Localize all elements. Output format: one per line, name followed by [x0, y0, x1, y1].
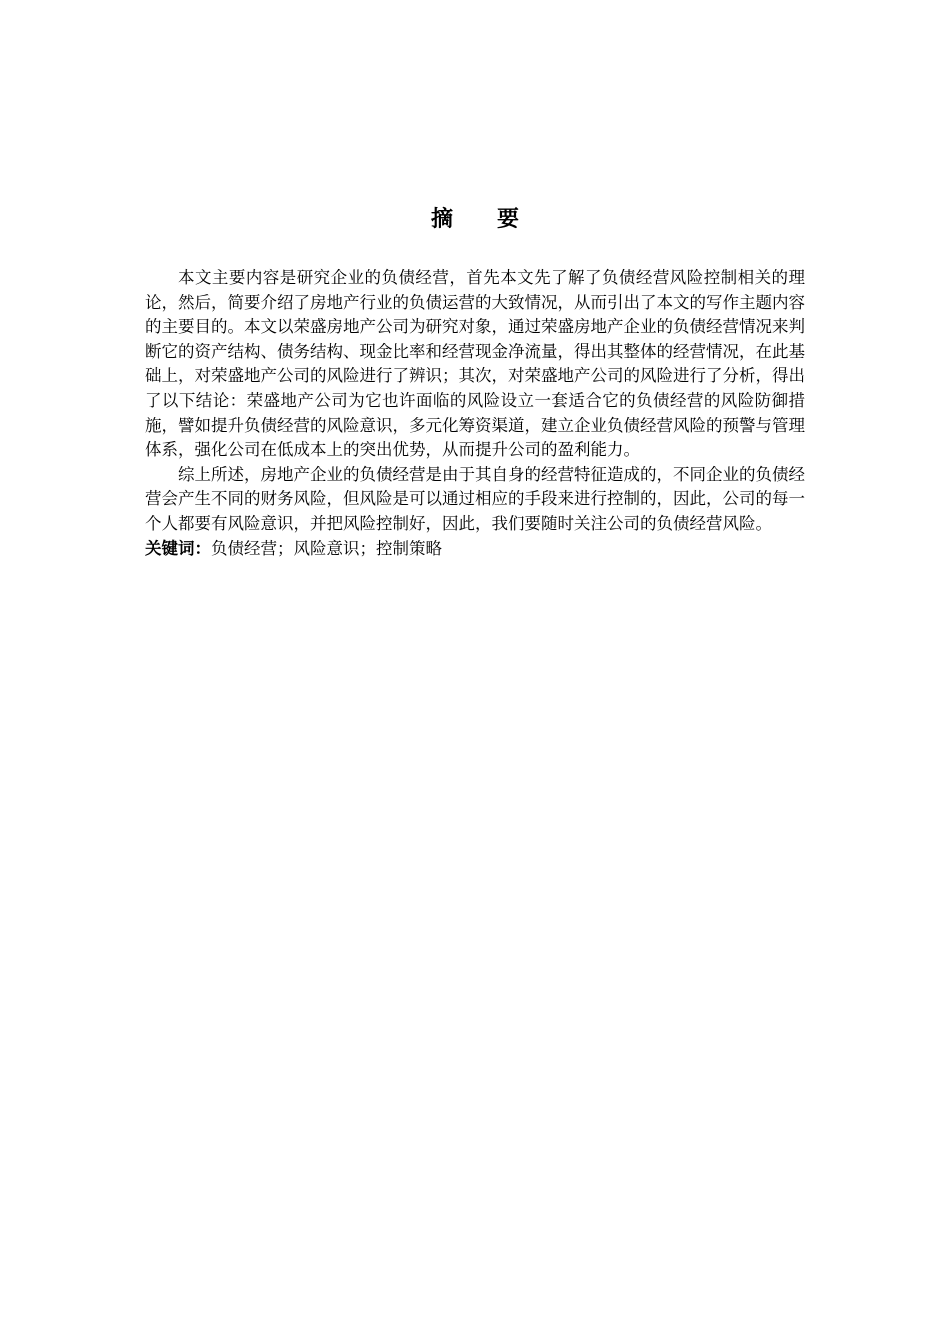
page-title — [0, 204, 950, 236]
title-char-2: 要 — [497, 207, 520, 232]
keywords-line — [145, 537, 805, 562]
abstract-paragraph-1: 本文主要内容是研究企业的负债经营，首先本文先了解了负债经营风险控制相关的理论，然后，简要介绍了房地产行业的负债运营的大致情况，从而引出了本文的写作主题内容的主要目的。本文以荣盛房地产公司为研究对象，通过荣盛房地产企业的负债经营情况来判断它的资产结构、债务结构、现金比率和经营现金净流量，得出其整体的经营情况，在此基础上，对荣盛地产公司的风险进行了辨识；其次，对荣盛地产公司的风险进行了分析，得出了以下结论：荣盛地产公司为它也许面临的风险设立一套适合它的负债经营的风险防御措施，譬如提升负债经营的风险意识，多元化筹资渠道，建立企业负债经营风险的预警与管理体系，强化公司在低成本上的突出优势，从而提升公司的盈利能力。 — [145, 268, 805, 460]
title-char-1: 摘 — [430, 207, 453, 232]
keywords-value: 负债经营；风险意识；控制策略 — [211, 538, 442, 558]
keywords-label: 关键词： — [145, 538, 211, 558]
abstract-body — [145, 266, 805, 561]
abstract-paragraph-2: 综上所述，房地产企业的负债经营是由于其自身的经营特征造成的，不同企业的负债经营会产生不同的财务风险，但风险是可以通过相应的手段来进行控制的，因此，公司的每一个人都要有风险意识，并把风险控制好，因此，我们要随时关注公司的负债经营风险。 — [145, 464, 805, 533]
